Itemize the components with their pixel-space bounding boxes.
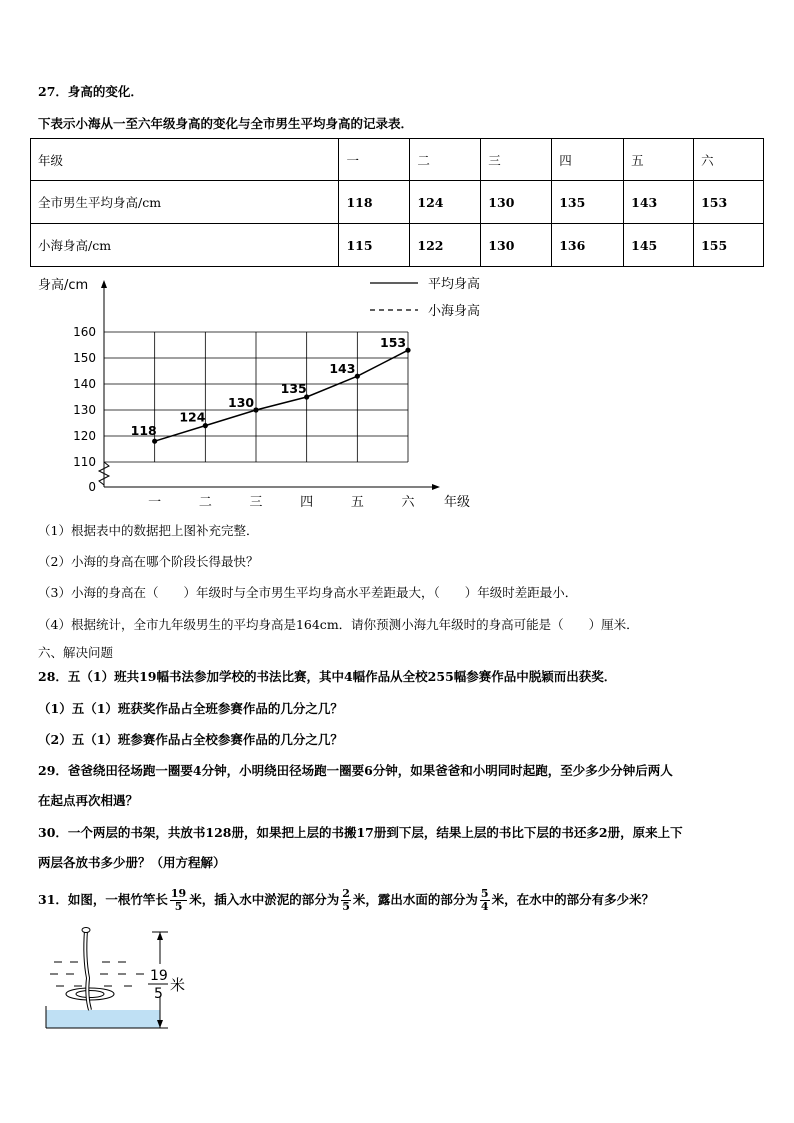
table-cell: 145	[624, 224, 694, 267]
q30-line2: 两层各放书多少册？（用方程解）	[38, 855, 226, 870]
height-table	[30, 138, 764, 267]
x-tick-label: 二	[198, 495, 212, 510]
table-cell: 135	[552, 181, 624, 224]
data-label: 135	[280, 381, 307, 396]
table-cell: 155	[694, 224, 764, 267]
fraction: $\frac{2}{5}$	[342, 887, 350, 913]
q27-sub3: （3）小海的身高在（ ）年级时与全市男生平均身高水平差距最大，（ ）年级时差距最小．	[38, 585, 578, 600]
q29-line2: 在起点再次相遇？	[38, 793, 139, 808]
y-tick-label: 0	[88, 480, 96, 494]
y-tick-label: 140	[73, 377, 96, 391]
x-tick-label: 五	[350, 495, 364, 510]
y-tick-label: 130	[73, 403, 96, 417]
x-tick-label: 一	[148, 495, 162, 510]
data-point	[152, 439, 157, 444]
q31-part3: 米，露出水面的部分为	[352, 892, 478, 907]
table-cell: 122	[410, 224, 481, 267]
q30-line1: 30．一个两层的书架，共放书128册，如果把上层的书搬17册到下层，结果上层的书比下层的书还多2册，原来上下	[38, 825, 683, 840]
q29-line1: 29．爸爸绕田径场跑一圈要4分钟，小明绕田径场跑一圈要6分钟，如果爸爸和小明同时起跑，至少多少分钟后两人	[38, 763, 673, 778]
x-tick-label: 三	[249, 495, 263, 510]
y-axis-label: 身高/cm	[38, 278, 89, 293]
q28-text: 28．五（1）班共19幅书法参加学校的书法比赛，其中4幅作品从全校255幅参赛作品中脱颖而出获奖．	[38, 669, 617, 684]
table-cell: 三	[481, 139, 552, 181]
x-tick-label: 四	[300, 495, 314, 510]
table-cell: 一	[339, 139, 410, 181]
table-row	[31, 224, 764, 267]
table-cell: 143	[624, 181, 694, 224]
table-cell: 136	[552, 224, 624, 267]
q28-sub1: （1）五（1）班获奖作品占全班参赛作品的几分之几？	[38, 701, 343, 716]
q31-part1: 31．如图，一根竹竿长	[38, 892, 168, 907]
data-label: 124	[179, 409, 206, 425]
x-tick-label: 六	[401, 495, 415, 510]
table-cell: 年级	[31, 139, 339, 181]
fraction: $\frac{19}{5}$	[170, 887, 187, 913]
q27-sub4: （4）根据统计，全市九年级男生的平均身高是164cm．请你预测小海九年级时的身高可能是（ ）厘米．	[38, 617, 639, 632]
data-label: 130	[228, 395, 255, 410]
table-cell: 153	[694, 181, 764, 224]
section-heading: 六、解决问题	[38, 645, 114, 660]
q27-intro: 下表示小海从一至六年级身高的变化与全市男生平均身高的记录表．	[38, 116, 414, 131]
legend-label: 平均身高	[428, 277, 481, 292]
q31-part2: 米，插入水中淤泥的部分为	[189, 892, 340, 907]
x-axis-arrow	[432, 484, 440, 490]
y-tick-label: 110	[73, 455, 96, 469]
data-point	[355, 374, 360, 379]
table-cell: 全市男生平均身高/cm	[31, 181, 339, 224]
data-label: 143	[329, 361, 356, 377]
table-cell: 130	[481, 224, 552, 267]
y-tick-label: 160	[73, 325, 96, 339]
bamboo-pole-figure	[40, 918, 200, 1038]
q27-sub1: （1）根据表中的数据把上图补充完整．	[38, 523, 259, 538]
table-cell: 130	[481, 181, 552, 224]
data-point	[253, 407, 258, 412]
data-label: 153	[380, 335, 407, 351]
y-tick-label: 120	[73, 429, 96, 443]
table-row	[31, 181, 764, 224]
table-cell: 四	[552, 139, 624, 181]
data-point	[405, 348, 410, 353]
table-cell: 小海身高/cm	[31, 224, 339, 267]
figure-fraction-num: 19	[150, 968, 168, 984]
y-axis-arrow	[101, 280, 107, 288]
q31-text	[38, 882, 654, 918]
q28-sub2: （2）五（1）班参赛作品占全校参赛作品的几分之几？	[38, 732, 343, 747]
height-line-chart	[30, 272, 500, 517]
table-cell: 118	[339, 181, 410, 224]
q27-sub2: （2）小海的身高在哪个阶段长得最快？	[38, 554, 259, 569]
figure-fraction-den: 5	[154, 986, 163, 1002]
q31-part4: 米，在水中的部分有多少米？	[491, 892, 655, 907]
legend-label: 小海身高	[428, 304, 481, 319]
table-cell: 五	[624, 139, 694, 181]
fraction: $\frac{5}{4}$	[480, 887, 489, 913]
data-label: 118	[130, 423, 157, 439]
q27-title: 27．身高的变化．	[38, 84, 143, 99]
table-cell: 124	[410, 181, 481, 224]
y-tick-label: 150	[73, 351, 96, 365]
table-header-row	[31, 139, 764, 181]
figure-unit: 米	[170, 976, 186, 994]
table-cell: 六	[694, 139, 764, 181]
table-cell: 115	[339, 224, 410, 267]
table-cell: 二	[410, 139, 481, 181]
x-axis-label: 年级	[444, 495, 471, 510]
